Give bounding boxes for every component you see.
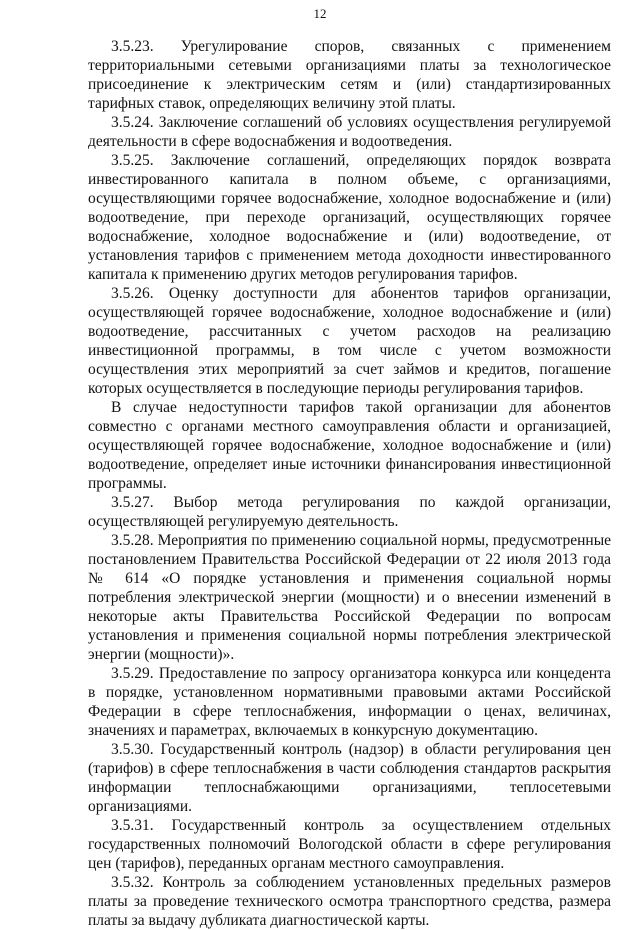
paragraph-3-5-28: 3.5.28. Мероприятия по применению социальной нормы, предусмотренные постановлением Правительства Российской Федерации от 22 июля 2013 года № 614 «О порядке установления и применения социальной нормы потребления электрической энергии (мощности) и о внесении изменений в некоторые акты Правительства Российской Федерации по вопросам установления и применения социальной нормы потребления электрической энергии (мощности)».	[88, 532, 611, 663]
paragraph-3-5-32: 3.5.32. Контроль за соблюдением установленных предельных размеров платы за проведение технического осмотра транспортного средства, размера платы за выдачу дубликата диагностической карты.	[88, 874, 611, 929]
paragraph-3-5-27: 3.5.27. Выбор метода регулирования по каждой организации, осуществляющей регулируемую деятельность.	[88, 494, 611, 530]
paragraph-3-5-25: 3.5.25. Заключение соглашений, определяющих порядок возврата инвестированного капитала в полном объеме, с организациями, осуществляющими горячее водоснабжение, холодное водоснабжение и (или) водоотведение, при переходе организаций, осуществляющих горячее водоснабжение, холодное водоснабжение и (или) водоотведение, от установления тарифов с применением метода доходности инвестированного капитала к применению других методов регулирования тарифов.	[88, 152, 611, 283]
paragraph-3-5-29: 3.5.29. Предоставление по запросу организатора конкурса или концедента в порядке, установленном нормативными правовыми актами Российской Федерации в сфере теплоснабжения, информации о ценах, величинах, значениях и параметрах, включаемых в конкурсную документацию.	[88, 665, 611, 739]
paragraph-3-5-26: 3.5.26. Оценку доступности для абонентов тарифов организации, осуществляющей горячее водоснабжение, холодное водоснабжение и (или) водоотведение, рассчитанных с учетом расходов на реализацию инвестиционной программы, в том числе с учетом возможности осуществления этих мероприятий за счет займов и кредитов, погашение которых осуществляется в последующие периоды регулирования тарифов.	[88, 285, 611, 397]
paragraph-3-5-31: 3.5.31. Государственный контроль за осуществлением отдельных государственных полномочий Вологодской области в сфере регулирования цен (тарифов), переданных органам местного самоуправления.	[88, 817, 611, 872]
page-number: 12	[313, 6, 327, 21]
paragraph-3-5-26-continued: В случае недоступности тарифов такой организации для абонентов совместно с органами местного самоуправления области и организацией, осуществляющей горячее водоснабжение, холодное водоснабжение и (или) водоотведение, определяет иные источники финансирования инвестиционной программы.	[88, 399, 611, 492]
paragraph-3-5-24: 3.5.24. Заключение соглашений об условиях осуществления регулируемой деятельности в сфере водоснабжения и водоотведения.	[88, 114, 611, 150]
document-body	[88, 37, 611, 930]
paragraph-3-5-30: 3.5.30. Государственный контроль (надзор) в области регулирования цен (тарифов) в сфере теплоснабжения в части соблюдения стандартов раскрытия информации теплоснабжающими организациями, теплосетевыми организациями.	[88, 741, 611, 815]
paragraph-3-5-23: 3.5.23. Урегулирование споров, связанных с применением территориальными сетевыми организациями платы за технологическое присоединение к электрическим сетям и (или) стандартизированных тарифных ставок, определяющих величину этой платы.	[88, 38, 611, 112]
